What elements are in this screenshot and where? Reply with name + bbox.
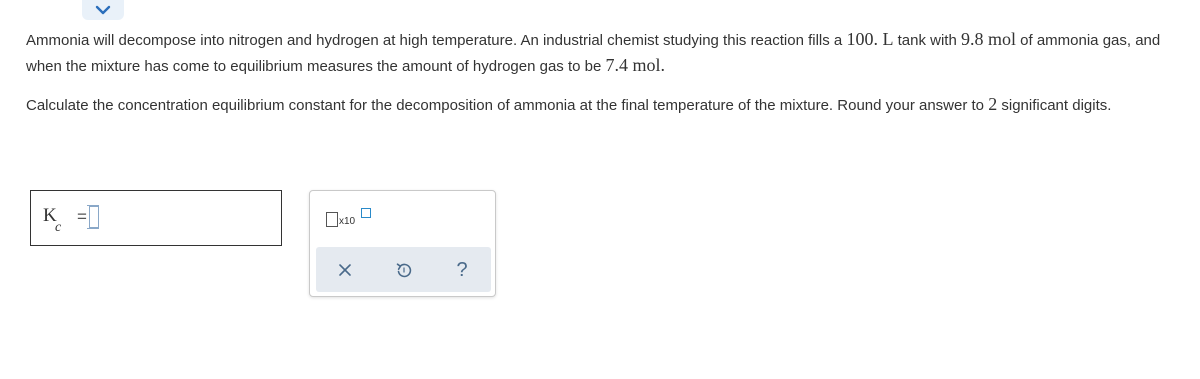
question-text bbox=[26, 27, 1186, 79]
collapse-toggle[interactable] bbox=[82, 0, 124, 20]
sci-notation-label: x10 bbox=[339, 216, 356, 227]
question-text-part: Ammonia will decompose into nitrogen and hydrogen at high temperature. An industrial chemist studying this reaction fills a bbox=[26, 32, 847, 49]
close-icon bbox=[338, 263, 352, 277]
hydrogen-moles: 7.4 mol. bbox=[605, 55, 666, 75]
instruction-text-part: Calculate the concentration equilibrium constant for the decomposition of ammonia at the final temperature of the mixture. Round your answer to bbox=[26, 97, 989, 114]
mantissa-box-icon bbox=[326, 212, 338, 227]
answer-box bbox=[30, 190, 282, 246]
answer-input[interactable] bbox=[89, 206, 99, 228]
kc-symbol: K bbox=[43, 205, 57, 226]
instruction-text-part: significant digits. bbox=[997, 97, 1112, 114]
tool-panel bbox=[309, 190, 496, 297]
scientific-notation-button[interactable] bbox=[324, 208, 374, 232]
equals-sign: = bbox=[77, 207, 87, 226]
ammonia-moles: 9.8 mol bbox=[960, 29, 1016, 49]
clear-button[interactable] bbox=[334, 259, 356, 281]
tank-volume: 100. L bbox=[846, 29, 894, 49]
help-button[interactable]: ? bbox=[456, 258, 468, 281]
question-text-part: of ammonia gas, and when the mixture has come to equilibrium measures the amount of hydrogen gas to be bbox=[26, 32, 1161, 75]
undo-icon bbox=[395, 261, 413, 279]
significant-digits: 2 bbox=[988, 94, 998, 114]
tool-row bbox=[316, 247, 491, 292]
question-text-part: tank with bbox=[893, 32, 961, 49]
exponent-box-icon bbox=[361, 208, 371, 218]
instruction-text bbox=[26, 92, 1186, 118]
chevron-down-icon bbox=[95, 5, 111, 15]
undo-button[interactable] bbox=[393, 259, 415, 281]
kc-subscript: c bbox=[55, 220, 62, 235]
